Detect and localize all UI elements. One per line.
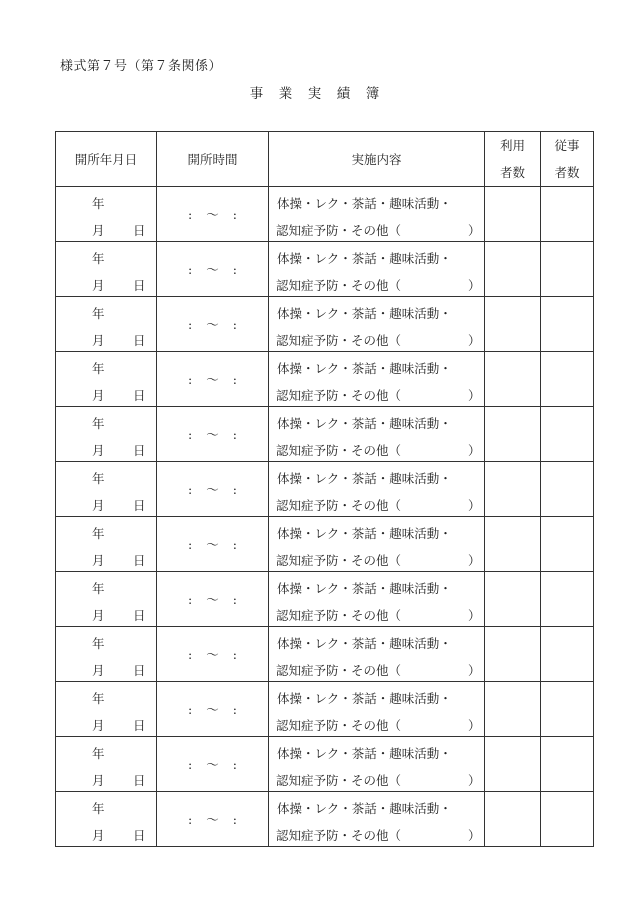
- date-cell[interactable]: [56, 187, 157, 242]
- content-options-line2: 認知症予防・その他（: [276, 608, 402, 623]
- time-cell[interactable]: [157, 352, 269, 407]
- content-cell[interactable]: [269, 462, 485, 517]
- content-options-line2: 認知症予防・その他（: [276, 498, 402, 513]
- users-cell[interactable]: [485, 407, 541, 462]
- staff-cell[interactable]: [541, 737, 594, 792]
- content-options-line1: 体操・レク・茶話・趣味活動・: [277, 471, 452, 486]
- date-cell[interactable]: [56, 737, 157, 792]
- table-row: [56, 627, 594, 682]
- header-users-line1: 利用: [499, 138, 525, 153]
- time-range-tilde: ～: [206, 427, 219, 442]
- time-cell[interactable]: [157, 462, 269, 517]
- month-label: 月: [92, 553, 105, 568]
- month-label: 月: [92, 388, 105, 403]
- content-options-line1: 体操・レク・茶話・趣味活動・: [277, 361, 452, 376]
- date-cell[interactable]: [56, 297, 157, 352]
- content-cell[interactable]: [269, 737, 485, 792]
- time-cell[interactable]: [157, 517, 269, 572]
- header-users: [485, 132, 541, 187]
- content-options-line1: 体操・レク・茶話・趣味活動・: [277, 636, 452, 651]
- time-cell[interactable]: [157, 737, 269, 792]
- month-label: 月: [92, 223, 105, 238]
- content-options-line1: 体操・レク・茶話・趣味活動・: [277, 526, 452, 541]
- users-cell[interactable]: [485, 737, 541, 792]
- end-time-colon: :: [232, 537, 237, 552]
- content-options-line1: 体操・レク・茶話・趣味活動・: [277, 196, 452, 211]
- year-label: 年: [92, 691, 105, 706]
- users-cell[interactable]: [485, 297, 541, 352]
- time-range-tilde: ～: [206, 812, 219, 827]
- records-body: [56, 187, 594, 847]
- staff-cell[interactable]: [541, 407, 594, 462]
- content-other-close: ）: [468, 498, 481, 513]
- content-cell[interactable]: [269, 792, 485, 847]
- users-cell[interactable]: [485, 352, 541, 407]
- content-other-close: ）: [468, 443, 481, 458]
- content-cell[interactable]: [269, 407, 485, 462]
- content-other-close: ）: [468, 553, 481, 568]
- year-label: 年: [92, 251, 105, 266]
- content-options-line2: 認知症予防・その他（: [276, 388, 402, 403]
- day-label: 日: [133, 828, 146, 843]
- content-options-line1: 体操・レク・茶話・趣味活動・: [277, 746, 452, 761]
- content-options-line1: 体操・レク・茶話・趣味活動・: [277, 801, 452, 816]
- month-label: 月: [92, 278, 105, 293]
- month-label: 月: [92, 333, 105, 348]
- end-time-colon: :: [232, 647, 237, 662]
- table-row: [56, 187, 594, 242]
- content-other-close: ）: [468, 773, 481, 788]
- users-cell[interactable]: [485, 572, 541, 627]
- year-label: 年: [92, 636, 105, 651]
- content-options-line2: 認知症予防・その他（: [276, 278, 402, 293]
- users-cell[interactable]: [485, 627, 541, 682]
- day-label: 日: [133, 223, 146, 238]
- date-cell[interactable]: [56, 517, 157, 572]
- content-options-line2: 認知症予防・その他（: [276, 828, 402, 843]
- year-label: 年: [92, 416, 105, 431]
- end-time-colon: :: [232, 317, 237, 332]
- time-range-tilde: ～: [206, 647, 219, 662]
- staff-cell[interactable]: [541, 517, 594, 572]
- year-label: 年: [92, 526, 105, 541]
- start-time-colon: :: [188, 427, 193, 442]
- start-time-colon: :: [188, 757, 193, 772]
- end-time-colon: :: [232, 482, 237, 497]
- time-cell[interactable]: [157, 187, 269, 242]
- table-row: [56, 792, 594, 847]
- month-label: 月: [92, 773, 105, 788]
- day-label: 日: [133, 278, 146, 293]
- header-row: [56, 132, 594, 187]
- staff-cell[interactable]: [541, 627, 594, 682]
- month-label: 月: [92, 718, 105, 733]
- start-time-colon: :: [188, 647, 193, 662]
- start-time-colon: :: [188, 372, 193, 387]
- content-cell[interactable]: [269, 187, 485, 242]
- month-label: 月: [92, 663, 105, 678]
- date-cell[interactable]: [56, 682, 157, 737]
- content-options-line2: 認知症予防・その他（: [276, 718, 402, 733]
- time-range-tilde: ～: [206, 592, 219, 607]
- table-row: [56, 297, 594, 352]
- date-cell[interactable]: [56, 572, 157, 627]
- time-range-tilde: ～: [206, 537, 219, 552]
- staff-cell[interactable]: [541, 572, 594, 627]
- time-cell[interactable]: [157, 627, 269, 682]
- table-row: [56, 572, 594, 627]
- header-staff-line1: 従事: [554, 138, 580, 153]
- header-staff: [541, 132, 594, 187]
- year-label: 年: [92, 306, 105, 321]
- time-range-tilde: ～: [206, 207, 219, 222]
- day-label: 日: [133, 333, 146, 348]
- table-row: [56, 242, 594, 297]
- start-time-colon: :: [188, 812, 193, 827]
- table-row: [56, 462, 594, 517]
- content-options-line1: 体操・レク・茶話・趣味活動・: [277, 251, 452, 266]
- year-label: 年: [92, 801, 105, 816]
- month-label: 月: [92, 498, 105, 513]
- content-other-close: ）: [468, 333, 481, 348]
- start-time-colon: :: [188, 482, 193, 497]
- staff-cell[interactable]: [541, 462, 594, 517]
- time-range-tilde: ～: [206, 757, 219, 772]
- start-time-colon: :: [188, 592, 193, 607]
- date-cell[interactable]: [56, 627, 157, 682]
- content-options-line1: 体操・レク・茶話・趣味活動・: [277, 581, 452, 596]
- end-time-colon: :: [232, 757, 237, 772]
- end-time-colon: :: [232, 207, 237, 222]
- end-time-colon: :: [232, 812, 237, 827]
- content-options-line2: 認知症予防・その他（: [276, 553, 402, 568]
- start-time-colon: :: [188, 207, 193, 222]
- content-cell[interactable]: [269, 682, 485, 737]
- users-cell[interactable]: [485, 792, 541, 847]
- day-label: 日: [133, 498, 146, 513]
- staff-cell[interactable]: [541, 352, 594, 407]
- content-other-close: ）: [468, 718, 481, 733]
- records-table: [55, 131, 594, 847]
- time-range-tilde: ～: [206, 702, 219, 717]
- time-range-tilde: ～: [206, 372, 219, 387]
- date-cell[interactable]: [56, 242, 157, 297]
- staff-cell[interactable]: [541, 792, 594, 847]
- document-title: 事 業 実 績 簿: [249, 86, 381, 102]
- year-label: 年: [92, 196, 105, 211]
- day-label: 日: [133, 443, 146, 458]
- content-cell[interactable]: [269, 627, 485, 682]
- header-content: 実施内容: [269, 132, 485, 187]
- content-options-line2: 認知症予防・その他（: [276, 773, 402, 788]
- content-other-close: ）: [468, 223, 481, 238]
- day-label: 日: [133, 553, 146, 568]
- form-number: 様式第７号（第７条関係）: [60, 59, 223, 74]
- time-range-tilde: ～: [206, 317, 219, 332]
- day-label: 日: [133, 388, 146, 403]
- year-label: 年: [92, 746, 105, 761]
- content-cell[interactable]: [269, 572, 485, 627]
- content-cell[interactable]: [269, 242, 485, 297]
- content-cell[interactable]: [269, 517, 485, 572]
- table-row: [56, 407, 594, 462]
- time-range-tilde: ～: [206, 482, 219, 497]
- start-time-colon: :: [188, 537, 193, 552]
- date-cell[interactable]: [56, 407, 157, 462]
- year-label: 年: [92, 471, 105, 486]
- time-cell[interactable]: [157, 242, 269, 297]
- day-label: 日: [133, 718, 146, 733]
- month-label: 月: [92, 608, 105, 623]
- content-cell[interactable]: [269, 297, 485, 352]
- start-time-colon: :: [188, 317, 193, 332]
- users-cell[interactable]: [485, 462, 541, 517]
- staff-cell[interactable]: [541, 297, 594, 352]
- table-row: [56, 682, 594, 737]
- content-other-close: ）: [468, 663, 481, 678]
- day-label: 日: [133, 608, 146, 623]
- content-options-line1: 体操・レク・茶話・趣味活動・: [277, 306, 452, 321]
- time-cell[interactable]: [157, 572, 269, 627]
- content-cell[interactable]: [269, 352, 485, 407]
- content-options-line1: 体操・レク・茶話・趣味活動・: [277, 691, 452, 706]
- time-range-tilde: ～: [206, 262, 219, 277]
- end-time-colon: :: [232, 372, 237, 387]
- content-options-line2: 認知症予防・その他（: [276, 663, 402, 678]
- content-other-close: ）: [468, 828, 481, 843]
- date-cell[interactable]: [56, 352, 157, 407]
- header-date: 開所年月日: [56, 132, 157, 187]
- content-options-line2: 認知症予防・その他（: [276, 223, 402, 238]
- users-cell[interactable]: [485, 682, 541, 737]
- time-cell[interactable]: [157, 682, 269, 737]
- users-cell[interactable]: [485, 517, 541, 572]
- day-label: 日: [133, 773, 146, 788]
- header-users-line2: 者数: [499, 165, 525, 180]
- staff-cell[interactable]: [541, 682, 594, 737]
- month-label: 月: [92, 443, 105, 458]
- header-time: 開所時間: [157, 132, 269, 187]
- start-time-colon: :: [188, 702, 193, 717]
- end-time-colon: :: [232, 427, 237, 442]
- time-cell[interactable]: [157, 792, 269, 847]
- time-cell[interactable]: [157, 407, 269, 462]
- day-label: 日: [133, 663, 146, 678]
- month-label: 月: [92, 828, 105, 843]
- time-cell[interactable]: [157, 297, 269, 352]
- table-row: [56, 517, 594, 572]
- table-row: [56, 352, 594, 407]
- year-label: 年: [92, 361, 105, 376]
- staff-cell[interactable]: [541, 187, 594, 242]
- end-time-colon: :: [232, 262, 237, 277]
- date-cell[interactable]: [56, 462, 157, 517]
- content-other-close: ）: [468, 278, 481, 293]
- content-options-line2: 認知症予防・その他（: [276, 333, 402, 348]
- content-other-close: ）: [468, 388, 481, 403]
- table-row: [56, 737, 594, 792]
- header-staff-line2: 者数: [554, 165, 580, 180]
- start-time-colon: :: [188, 262, 193, 277]
- end-time-colon: :: [232, 702, 237, 717]
- date-cell[interactable]: [56, 792, 157, 847]
- end-time-colon: :: [232, 592, 237, 607]
- staff-cell[interactable]: [541, 242, 594, 297]
- content-other-close: ）: [468, 608, 481, 623]
- content-options-line1: 体操・レク・茶話・趣味活動・: [277, 416, 452, 431]
- users-cell[interactable]: [485, 187, 541, 242]
- content-options-line2: 認知症予防・その他（: [276, 443, 402, 458]
- year-label: 年: [92, 581, 105, 596]
- users-cell[interactable]: [485, 242, 541, 297]
